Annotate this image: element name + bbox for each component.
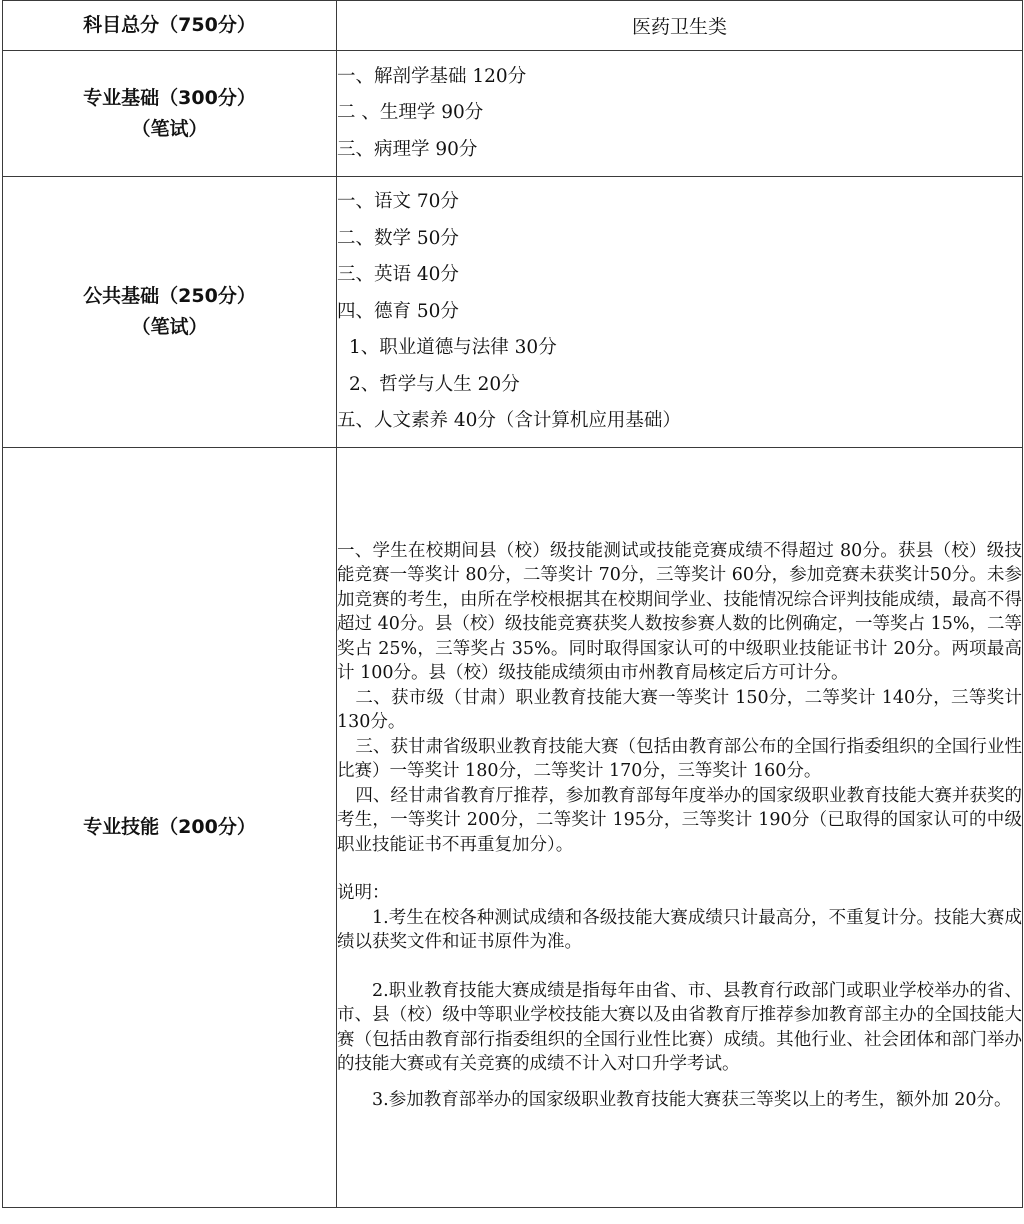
public-basic-mode: （笔试） [131,316,208,338]
list-item: 一、解剖学基础 120分 [337,65,527,87]
rule-paragraph-3: 三、获甘肃省级职业教育技能大赛（包括由教育部公布的全国行指委组织的全国行业性比赛）一等奖计 180分，二等奖计 170分，三等奖计 160分。 [337,736,1022,781]
rule-paragraph-1: 一、学生在校期间县（校）级技能测试或技能竞赛成绩不得超过 80分。获县（校）级技能竞赛一等奖计 80分，二等奖计 70分，三等奖计 60分，参加竞赛未获奖计50分。未参加竞赛的考生，由所在学校根据其在校期间学业、技能情况综合评判技能成绩，最高不得超过 40分。县（校）级技能竞赛获奖人数按参赛人数的比例确定，一等奖占 15%，二等奖占 25%，三等奖占 35%。同时取得国家认可的中级职业技能证书计 20分。两项最高计 100分。县（校）级技能成绩须由市州教育局核定后方可计分。 [337,540,1022,683]
professional-skill-text [337,448,1023,1208]
list-sub-item: 2、哲学与人生 20分 [349,373,520,395]
public-basic-label [3,177,337,448]
list-item: 四、德育 50分 [337,300,459,322]
subject-total-cell: 科目总分（750分） [3,1,337,51]
list-item: 三、病理学 90分 [337,138,478,160]
list-sub-item: 1、职业道德与法律 30分 [349,337,557,359]
professional-basic-label [3,51,337,177]
list-item: 二 、生理学 90分 [337,102,484,124]
rule-paragraph-2: 二、获市级（甘肃）职业教育技能大赛一等奖计 150分，二等奖计 140分，三等奖计 130分。 [337,687,1022,732]
professional-basic-list [337,51,1023,177]
public-basic-list [337,177,1023,448]
public-basic-row [3,177,1023,448]
rule-paragraph-4: 四、经甘肃省教育厅推荐，参加教育部每年度举办的国家级职业教育技能大赛并获奖的考生，一等奖计 200分，二等奖计 195分，三等奖计 190分（已取得的国家认可的中级职业技能证书不再重复加分）。 [337,785,1022,855]
header-row [3,1,1023,51]
score-table [2,0,1023,1208]
list-item: 一、语文 70分 [337,191,459,213]
professional-basic-title: 专业基础（300分） [83,86,256,109]
list-item: 二、数学 50分 [337,227,459,249]
category-cell: 医药卫生类 [337,1,1023,51]
professional-basic-row [3,51,1023,177]
professional-skill-row [3,448,1023,1208]
professional-skill-label: 专业技能（200分） [3,448,337,1208]
list-item: 三、英语 40分 [337,264,459,286]
list-item: 五、人文素养 40分（含计算机应用基础） [337,410,681,432]
professional-basic-mode: （笔试） [131,117,208,140]
note-2: 2.职业教育技能大赛成绩是指每年由省、市、县教育行政部门或职业学校举办的省、市、县（校）级中等职业学校技能大赛以及由省教育厅推荐参加教育部主办的全国技能大赛（包括由教育部行指委组织的全国行业性比赛）成绩。其他行业、社会团体和部门举办的技能大赛或有关竞赛的成绩不计入对口升学考试。 [337,980,1022,1074]
note-3: 3.参加教育部举办的国家级职业教育技能大赛获三等奖以上的考生，额外加 20分。 [372,1089,1012,1110]
public-basic-title: 公共基础（250分） [83,285,256,307]
note-1: 1.考生在校各种测试成绩和各级技能大赛成绩只计最高分，不重复计分。技能大赛成绩以获奖文件和证书原件为准。 [337,907,1022,952]
note-title: 说明： [337,883,390,903]
